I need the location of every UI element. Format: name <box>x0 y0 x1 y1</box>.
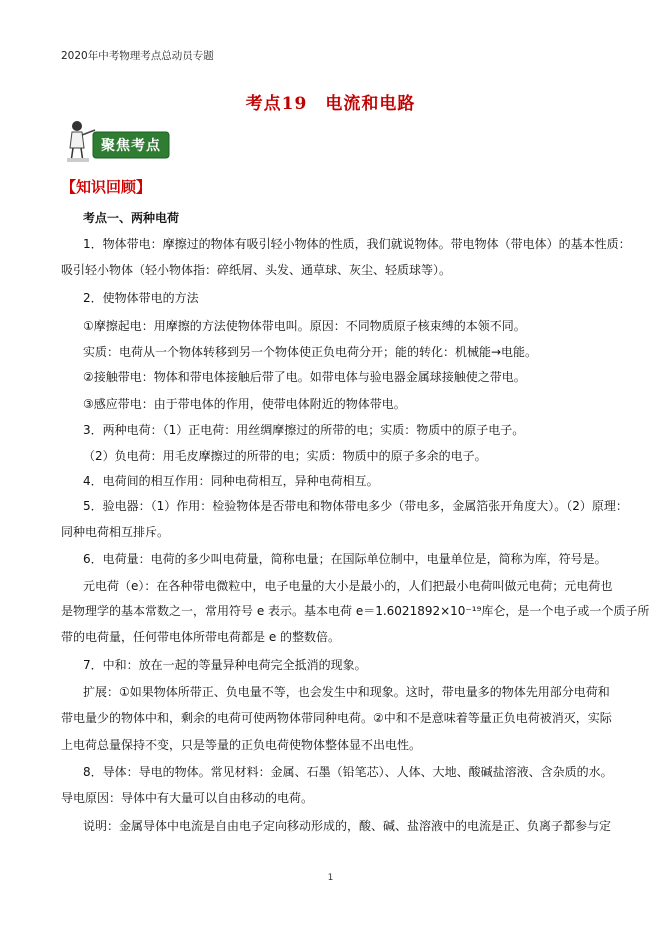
page-title: 考点19 电流和电路 <box>245 94 416 114</box>
paragraph-line: 导电原因：导体中有大量可以自由移动的电荷。 <box>61 791 314 805</box>
paragraph-line: ②接触带电：物体和带电体接触后带了电。如带电体与验电器金属球接触使之带电。 <box>83 370 526 384</box>
sub-heading: 考点一、两种电荷 <box>83 211 180 225</box>
paragraph-line: 是物理学的基本常数之一，常用符号 e 表示。基本电荷 e＝1.6021892×10⁻¹⁹库仑，是一个电子或一个质子所 <box>61 604 650 618</box>
paragraph-line: 带的电荷量，任何带电体所带电荷都是 e 的整数倍。 <box>61 630 341 644</box>
paragraph-line: 2．使物体带电的方法 <box>83 291 199 305</box>
focus-badge-label: 聚焦考点 <box>101 138 161 154</box>
paragraph-line: 吸引轻小物体（轻小物体指：碎纸屑、头发、通草球、灰尘、轻质球等）。 <box>61 263 452 277</box>
focus-badge <box>63 118 171 164</box>
paragraph-line: 6．电荷量：电荷的多少叫电荷量，简称电量；在国际单位制中，电量单位是，简称为库，符号是。 <box>83 552 607 566</box>
paragraph-line: 实质：电荷从一个物体转移到另一个物体使正负电荷分开；能的转化：机械能→电能。 <box>83 345 538 359</box>
page-number: 1 <box>327 873 334 883</box>
paragraph-line: 同种电荷相互排斥。 <box>61 525 170 539</box>
paragraph-line: 7．中和：放在一起的等量异种电荷完全抵消的现象。 <box>83 658 367 672</box>
paragraph-line: 5．验电器：（1）作用：检验物体是否带电和物体带电多少（带电多，金属箔张开角度大）。（2）原理： <box>83 499 628 513</box>
paragraph-line: ③感应带电：由于带电体的作用，使带电体附近的物体带电。 <box>83 397 406 411</box>
paragraph-line: 4．电荷间的相互作用：同种电荷相互，异种电荷相互。 <box>83 474 379 488</box>
paragraph-line: 8．导体：导电的物体。常见材料：金属、石墨（铅笔芯）、人体、大地、酸碱盐溶液、含杂质的水。 <box>83 765 613 779</box>
paragraph-line: 3．两种电荷：（1）正电荷：用丝绸摩擦过的所带的电；实质：物质中的原子电子。 <box>83 423 525 437</box>
paragraph-line: 1．物体带电：摩擦过的物体有吸引轻小物体的性质，我们就说物体。带电物体（带电体）的基本性质： <box>83 237 631 251</box>
paragraph-line: （2）负电荷：用毛皮摩擦过的所带的电；实质：物质中的原子多余的电子。 <box>83 449 487 463</box>
paragraph-line: 元电荷（e）：在各种带电微粒中，电子电量的大小是最小的，人们把最小电荷叫做元电荷；元电荷也 <box>83 579 613 593</box>
paragraph-line: 说明：金属导体中电流是自由电子定向移动形成的，酸、碱、盐溶液中的电流是正、负离子都参与定 <box>83 819 612 833</box>
paragraph-line: 扩展：①如果物体所带正、负电量不等，也会发生中和现象。这时，带电量多的物体先用部分电荷和 <box>83 685 610 699</box>
paragraph-line: 上电荷总量保持不变，只是等量的正负电荷使物体整体显不出电性。 <box>61 738 422 752</box>
paragraph-line: 带电量少的物体中和，剩余的电荷可使两物体带同种电荷。②中和不是意味着等量正负电荷被消灭，实际 <box>61 711 612 725</box>
section-heading: 【知识回顾】 <box>61 178 152 196</box>
paragraph-line: ①摩擦起电：用摩擦的方法使物体带电叫。原因：不同物质原子核束缚的本领不同。 <box>83 319 526 333</box>
header-note: 2020年中考物理考点总动员专题 <box>61 50 214 62</box>
